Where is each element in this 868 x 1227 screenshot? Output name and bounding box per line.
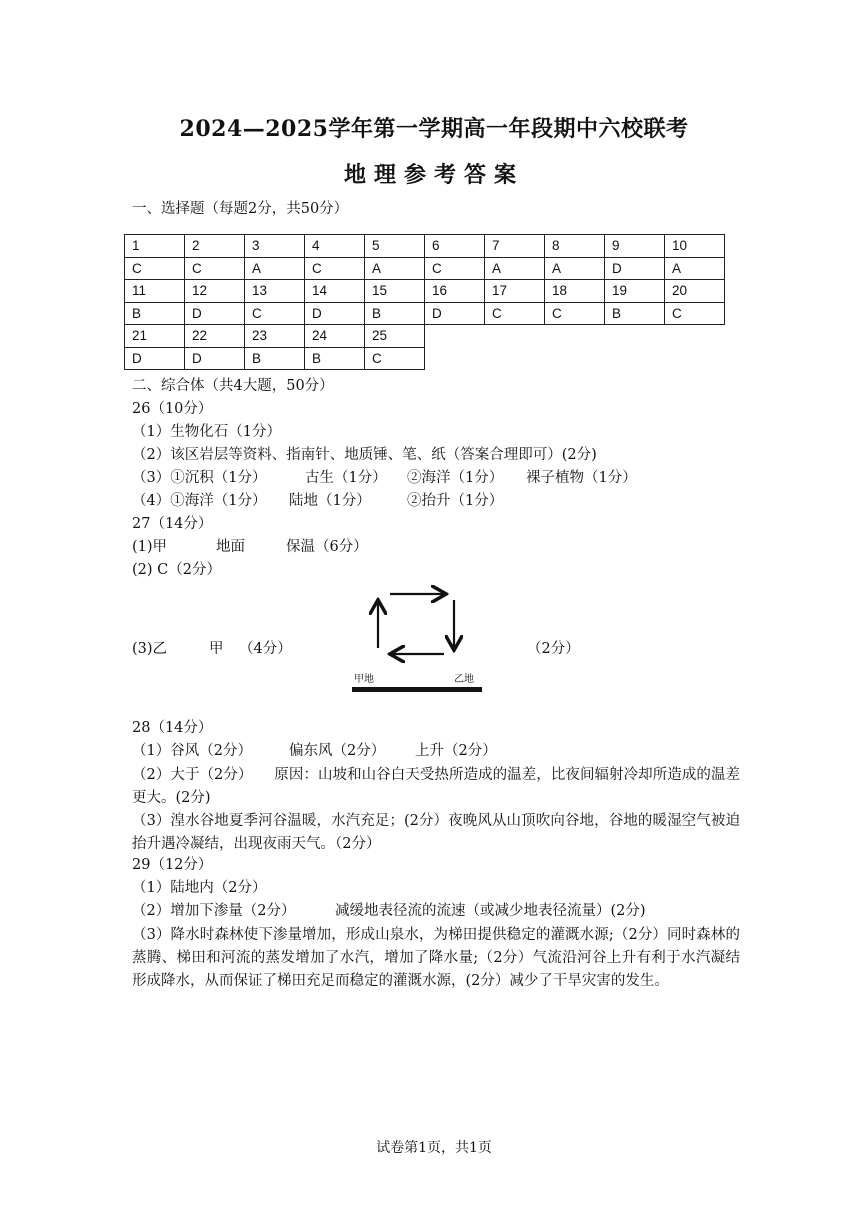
table-cell: C (305, 257, 365, 280)
q28-line2: （2）大于（2分） 原因：山坡和山谷白天受热所造成的温差，比夜间辐射冷却所造成的温差更大。(2分) (132, 767, 740, 806)
table-cell: C (185, 257, 245, 280)
table-row (125, 325, 725, 348)
table-cell: 15 (365, 280, 425, 303)
q29-heading: 29（12分） (132, 857, 213, 873)
table-cell: D (605, 257, 665, 280)
table-cell (665, 325, 725, 348)
q29-line2a: （2）增加下渗量（2分） (132, 903, 296, 919)
q28-line1c: 上升（2分） (415, 743, 497, 759)
table-cell: C (365, 347, 425, 370)
table-cell: 5 (365, 235, 425, 258)
table-cell: 8 (545, 235, 605, 258)
table-cell: 16 (425, 280, 485, 303)
table-cell (485, 325, 545, 348)
table-cell: C (665, 302, 725, 325)
q26-line4a: （4）①海洋（1分） (132, 493, 267, 509)
table-cell: C (245, 302, 305, 325)
q28-line1a: （1）谷风（2分） (132, 743, 252, 759)
table-cell: 11 (125, 280, 185, 303)
table-cell: 6 (425, 235, 485, 258)
table-cell: D (125, 347, 185, 370)
diagram-label-right: 乙地 (454, 674, 474, 685)
table-cell: 18 (545, 280, 605, 303)
q26-heading: 26（10分） (132, 401, 213, 417)
circulation-diagram (350, 582, 490, 697)
q28-line1b: 偏东风（2分） (289, 743, 386, 759)
q27-line2: (2) C（2分） (132, 562, 221, 578)
table-cell: 23 (245, 325, 305, 348)
q27-line1a: (1)甲 (132, 539, 168, 555)
table-cell: 25 (365, 325, 425, 348)
table-cell: 3 (245, 235, 305, 258)
table-cell: B (605, 302, 665, 325)
table-row (125, 302, 725, 325)
table-row (125, 235, 725, 258)
table-cell (545, 347, 605, 370)
q29-line1: （1）陆地内（2分） (132, 880, 267, 896)
table-cell: 2 (185, 235, 245, 258)
table-cell: 22 (185, 325, 245, 348)
table-cell: C (125, 257, 185, 280)
q28-heading: 28（14分） (132, 720, 213, 736)
q26-line4b: 陆地（1分） (289, 493, 371, 509)
section-1-heading: 一、选择题（每题2分，共50分） (132, 201, 349, 217)
table-cell: 21 (125, 325, 185, 348)
q26-line3a: （3）①沉积（1分） (132, 470, 267, 486)
table-cell: 20 (665, 280, 725, 303)
table-cell: 4 (305, 235, 365, 258)
table-cell: A (365, 257, 425, 280)
table-cell (605, 347, 665, 370)
table-cell: 19 (605, 280, 665, 303)
table-cell: C (425, 257, 485, 280)
q27-line3c: （4分） (239, 641, 292, 657)
table-row (125, 347, 725, 370)
table-row (125, 257, 725, 280)
table-cell: C (485, 302, 545, 325)
table-cell: D (305, 302, 365, 325)
table-cell: C (545, 302, 605, 325)
table-row (125, 280, 725, 303)
q26-line4c: ②抬升（1分） (407, 493, 504, 509)
q27-line1b: 地面 (216, 539, 245, 555)
q27-line3b: 甲 (209, 641, 224, 657)
answer-table (124, 234, 725, 370)
table-cell: A (665, 257, 725, 280)
diagram-label-left: 甲地 (354, 674, 374, 685)
q27-line3a: (3)乙 (132, 641, 168, 657)
section-2-heading: 二、综合体（共4大题，50分） (132, 378, 334, 394)
q26-line3d: 裸子植物（1分） (526, 470, 637, 486)
table-cell (545, 325, 605, 348)
table-cell: B (305, 347, 365, 370)
table-cell: 17 (485, 280, 545, 303)
table-cell: 13 (245, 280, 305, 303)
q26-line1: （1）生物化石（1分） (132, 424, 281, 440)
q27-line3d: （2分） (527, 641, 580, 657)
page-footer: 试卷第1页，共1页 (376, 1140, 492, 1156)
table-cell: B (125, 302, 185, 325)
ground-line (352, 687, 482, 692)
table-cell: 9 (605, 235, 665, 258)
table-cell: 24 (305, 325, 365, 348)
q27-line1c: 保温（6分） (286, 539, 368, 555)
table-cell: 7 (485, 235, 545, 258)
table-cell (425, 347, 485, 370)
table-cell: D (185, 302, 245, 325)
table-cell: 14 (305, 280, 365, 303)
table-cell: B (245, 347, 305, 370)
table-cell: D (185, 347, 245, 370)
table-cell (665, 347, 725, 370)
table-cell: B (365, 302, 425, 325)
table-cell: D (425, 302, 485, 325)
q29-line3: （3）降水时森林使下渗量增加，形成山泉水，为梯田提供稳定的灌溉水源;（2分）同时森林的蒸腾、梯田和河流的蒸发增加了水汽，增加了降水量;（2分）气流沿河谷上升有利于水汽凝结形成降水，从而保证了梯田充足而稳定的灌溉水源，(2分）减少了干旱灾害的发生。 (132, 927, 740, 989)
q28-line3: （3）湟水谷地夏季河谷温暖，水汽充足；(2分）夜晚风从山顶吹向谷地，谷地的暖湿空气被迫抬升遇冷凝结，出现夜雨天气。（2分） (132, 813, 740, 852)
q27-heading: 27（14分） (132, 516, 213, 532)
q26-line2: （2）该区岩层等资料、指南针、地质锤、笔、纸（答案合理即可）(2分) (132, 447, 597, 463)
table-cell: A (245, 257, 305, 280)
page-subtitle: 地理参考答案 (343, 162, 524, 188)
q26-line3c: ②海洋（1分） (407, 470, 504, 486)
table-cell: 12 (185, 280, 245, 303)
page-title: 2024—2025学年第一学期高一年段期中六校联考 (179, 116, 689, 142)
table-cell: 10 (665, 235, 725, 258)
table-cell (425, 325, 485, 348)
table-cell (605, 325, 665, 348)
table-cell: 1 (125, 235, 185, 258)
table-cell: A (545, 257, 605, 280)
q29-line2b: 减缓地表径流的流速（或减少地表径流量）(2分) (335, 903, 646, 919)
table-cell (485, 347, 545, 370)
q26-line3b: 古生（1分） (305, 470, 387, 486)
table-cell: A (485, 257, 545, 280)
